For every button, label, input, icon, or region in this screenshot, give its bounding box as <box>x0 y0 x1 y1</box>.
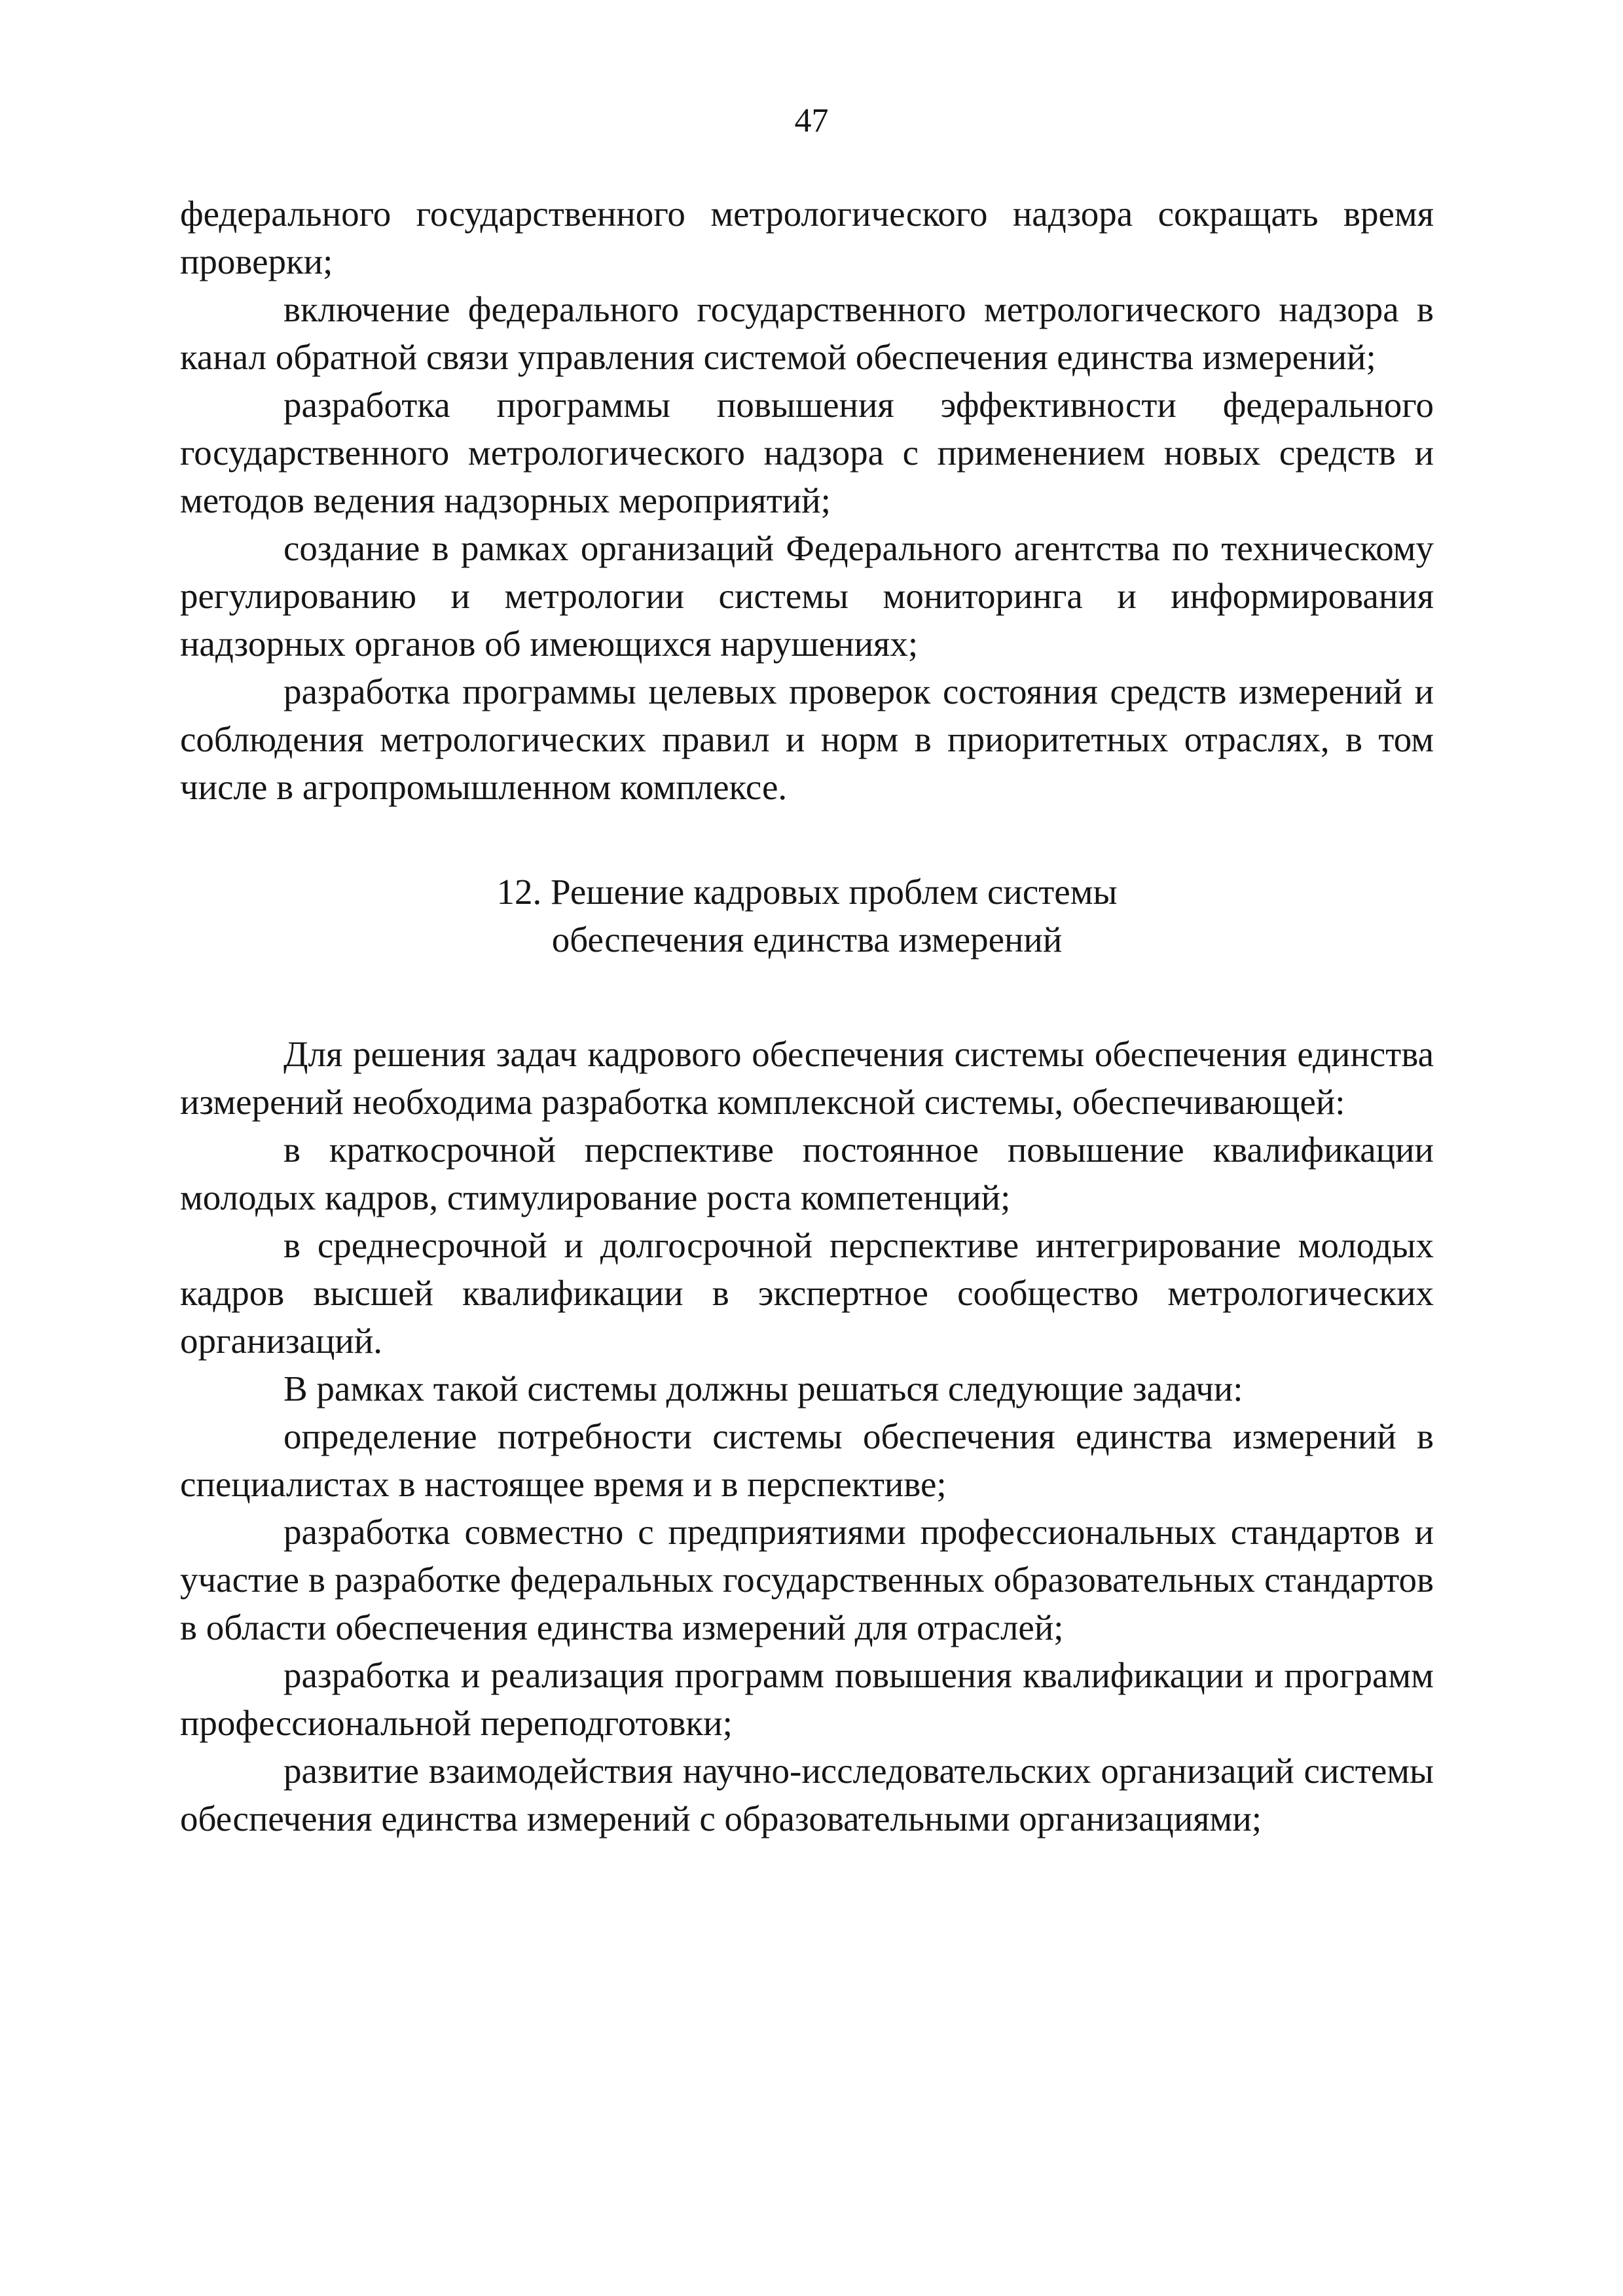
paragraph: разработка и реализация программ повышения квалификации и программ профессиональной переподготовки; <box>180 1655 1434 1743</box>
paragraph: разработка программы целевых проверок состояния средств измерений и соблюдения метрологических правил и норм в приоритетных отраслях, в том числе в агропромышленном комплексе. <box>180 672 1434 807</box>
section-heading-line: 12. Решение кадровых проблем системы <box>496 872 1118 912</box>
paragraph: определение потребности системы обеспечения единства измерений в специалистах в настоящее время и в перспективе; <box>180 1416 1434 1504</box>
paragraph: разработка совместно с предприятиями профессиональных стандартов и участие в разработке федеральных государственных образовательных стандартов в области обеспечения единства измерений для отраслей; <box>180 1512 1434 1647</box>
paragraph: создание в рамках организаций Федерального агентства по техническому регулированию и метрологии системы мониторинга и информирования надзорных органов об имеющихся нарушениях; <box>180 528 1434 664</box>
document-body <box>180 190 1434 1842</box>
section-heading <box>180 868 1434 963</box>
paragraph: развитие взаимодействия научно-исследовательских организаций системы обеспечения единства измерений с образовательными организациями; <box>180 1751 1434 1839</box>
page-number: 47 <box>794 102 829 139</box>
paragraph: в среднесрочной и долгосрочной перспективе интегрирование молодых кадров высшей квалификации в экспертное сообщество метрологических организаций. <box>180 1225 1434 1361</box>
paragraph: разработка программы повышения эффективности федерального государственного метрологического надзора с применением новых средств и методов ведения надзорных мероприятий; <box>180 385 1434 520</box>
paragraph: В рамках такой системы должны решаться следующие задачи: <box>283 1369 1243 1408</box>
section-body <box>180 1030 1434 1842</box>
paragraph: федерального государственного метрологического надзора сокращать время проверки; <box>180 194 1434 281</box>
section-heading-line: обеспечения единства измерений <box>551 920 1063 960</box>
paragraph: включение федерального государственного метрологического надзора в канал обратной связи управления системой обеспечения единства измерений; <box>180 289 1434 377</box>
paragraph: в краткосрочной перспективе постоянное повышение квалификации молодых кадров, стимулирование роста компетенций; <box>180 1130 1434 1217</box>
paragraph: Для решения задач кадрового обеспечения системы обеспечения единства измерений необходима разработка комплексной системы, обеспечивающей: <box>180 1034 1434 1122</box>
